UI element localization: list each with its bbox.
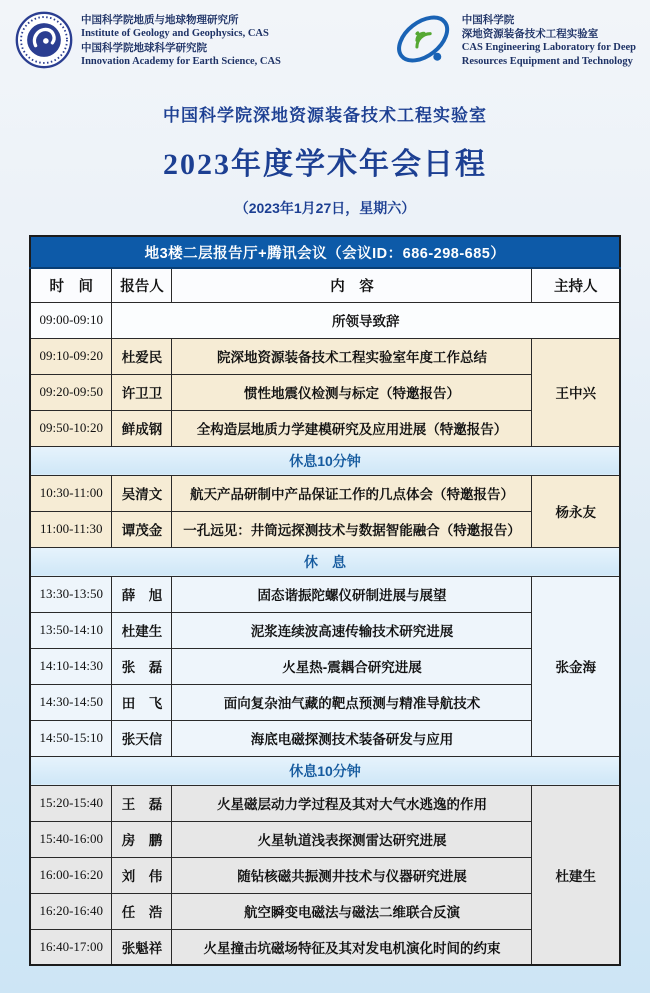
schedule-row [30,785,620,821]
time-cell: 09:10-09:20 [30,338,112,374]
schedule-row [30,929,620,965]
break-row [30,446,620,475]
org-left-line: 中国科学院地质与地球物理研究所 [81,14,239,26]
break-row [30,756,620,785]
venue-banner: 地3楼二层报告厅+腾讯会议（会议ID：686-298-685） [30,236,620,268]
time-cell: 14:10-14:30 [30,648,112,684]
org-left [14,10,281,75]
host-cell: 张金海 [532,576,620,756]
time-cell: 09:50-10:20 [30,410,112,446]
org-left-line: Innovation Academy for Earth Science, CAS [81,56,281,67]
time-cell: 11:00-11:30 [30,511,112,547]
schedule-row [30,475,620,511]
speaker-cell: 田 飞 [112,684,172,720]
time-cell: 15:40-16:00 [30,821,112,857]
org-right-line: CAS Engineering Laboratory for Deep [461,42,636,53]
content-cell: 面向复杂油气藏的靶点预测与精准导航技术 [172,684,532,720]
speaker-cell: 杜建生 [112,612,172,648]
igg-seal-logo-icon [14,10,74,75]
break-label: 休息10分钟 [30,756,620,785]
speaker-cell: 张 磊 [112,648,172,684]
schedule-row [30,302,620,338]
content-cell: 泥浆连续波高速传输技术研究进展 [172,612,532,648]
content-cell: 火星轨道浅表探测雷达研究进展 [172,821,532,857]
org-right-line: Resources Equipment and Technology [461,55,633,67]
schedule-row [30,821,620,857]
time-cell: 16:20-16:40 [30,893,112,929]
table-banner-row [30,236,620,268]
page-title: 2023年度学术年会日程 [163,148,487,181]
speaker-cell: 薛 旭 [112,576,172,612]
org-right [393,10,636,73]
content-cell: 固态谐振陀螺仪研制进展与展望 [172,576,532,612]
speaker-cell: 谭茂金 [112,511,172,547]
content-cell: 一孔远见：井筒远探测技术与数据智能融合（特邀报告） [172,511,532,547]
org-left-line: Institute of Geology and Geophysics, CAS [81,28,269,39]
col-header-speaker: 报告人 [112,268,172,302]
schedule-row [30,338,620,374]
break-row [30,547,620,576]
content-cell: 火星撞击坑磁场特征及其对发电机演化时间的约束 [172,929,532,965]
schedule-row [30,648,620,684]
org-right-line: 深地资源装备技术工程实验室 [461,27,599,40]
org-left-line: 中国科学院地球科学研究院 [81,42,207,54]
content-cell: 航空瞬变电磁法与磁法二维联合反演 [172,893,532,929]
speaker-cell: 杜爱民 [112,338,172,374]
speaker-cell: 张天信 [112,720,172,756]
content-cell: 惯性地震仪检测与标定（特邀报告） [172,374,532,410]
time-cell: 14:30-14:50 [30,684,112,720]
deep-lab-orbit-logo-icon [393,10,455,73]
column-header-row [30,268,620,302]
org-left-text [81,10,281,69]
col-header-content: 内 容 [172,268,532,302]
speaker-cell: 鲜成钢 [112,410,172,446]
speaker-cell: 任 浩 [112,893,172,929]
content-cell: 院深地资源装备技术工程实验室年度工作总结 [172,338,532,374]
time-cell: 15:20-15:40 [30,785,112,821]
speaker-cell: 许卫卫 [112,374,172,410]
content-cell: 火星热-震耦合研究进展 [172,648,532,684]
break-label: 休息10分钟 [30,446,620,475]
host-cell: 杨永友 [532,475,620,547]
title-block [0,101,650,218]
speaker-cell: 吴清文 [112,475,172,511]
schedule-row [30,684,620,720]
time-cell: 09:20-09:50 [30,374,112,410]
speaker-cell: 房 鹏 [112,821,172,857]
schedule-row [30,374,620,410]
time-cell: 13:30-13:50 [30,576,112,612]
schedule-row [30,893,620,929]
break-label: 休 息 [30,547,620,576]
content-cell: 随钻核磁共振测井技术与仪器研究进展 [172,857,532,893]
time-cell: 09:00-09:10 [30,302,112,338]
content-cell: 所领导致辞 [112,302,620,338]
schedule-row [30,857,620,893]
org-right-line: 中国科学院 [461,14,515,26]
time-cell: 16:00-16:20 [30,857,112,893]
schedule-table [29,235,621,966]
page-header [0,0,650,75]
schedule-row [30,576,620,612]
schedule-row [30,720,620,756]
schedule-row [30,410,620,446]
event-date: （2023年1月27日，星期六） [234,200,416,216]
time-cell: 14:50-15:10 [30,720,112,756]
time-cell: 16:40-17:00 [30,929,112,965]
content-cell: 航天产品研制中产品保证工作的几点体会（特邀报告） [172,475,532,511]
schedule-row [30,612,620,648]
time-cell: 13:50-14:10 [30,612,112,648]
content-cell: 全构造层地质力学建模研究及应用进展（特邀报告） [172,410,532,446]
col-header-time: 时 间 [30,268,112,302]
col-header-host: 主持人 [532,268,620,302]
host-cell: 王中兴 [532,338,620,446]
content-cell: 海底电磁探测技术装备研发与应用 [172,720,532,756]
speaker-cell: 张魁祥 [112,929,172,965]
speaker-cell: 王 磊 [112,785,172,821]
content-cell: 火星磁层动力学过程及其对大气水逃逸的作用 [172,785,532,821]
org-right-text [462,10,636,68]
lab-name-title: 中国科学院深地资源装备技术工程实验室 [163,106,487,125]
speaker-cell: 刘 伟 [112,857,172,893]
schedule-row [30,511,620,547]
host-cell: 杜建生 [532,785,620,965]
time-cell: 10:30-11:00 [30,475,112,511]
